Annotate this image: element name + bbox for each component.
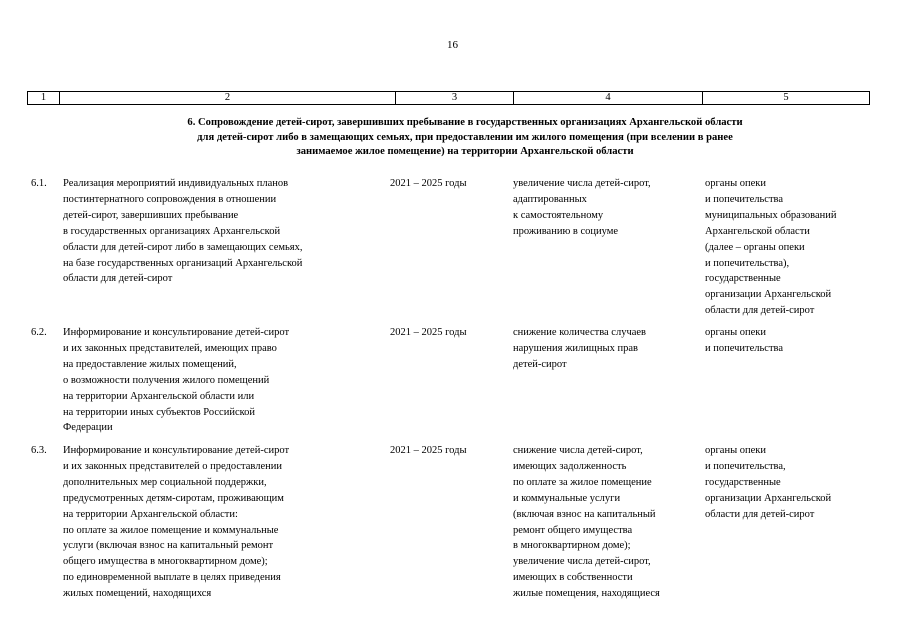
description-line: в государственных организациях Архангельской: [63, 225, 281, 237]
executor-line: Архангельской области: [705, 225, 810, 237]
executor-line: и попечительства),: [705, 257, 790, 269]
description-line: по единовременной выплате в целях приведения: [63, 572, 281, 584]
executor-line: органы опеки: [705, 327, 767, 338]
row-description: [63, 325, 368, 436]
description-line: предусмотренных детям-сиротам, проживающим: [63, 492, 284, 504]
description-line: дополнительных мер социальной поддержки,: [63, 476, 267, 488]
executor-line: органы опеки: [705, 445, 767, 456]
result-line: снижение количества случаев: [513, 327, 647, 338]
row-period: 2021 – 2025 годы: [390, 445, 467, 456]
executor-line: государственные: [705, 476, 781, 488]
column-number-header: [27, 91, 870, 105]
executor-line: организации Архангельской: [705, 492, 832, 504]
description-line: на базе государственных организаций Архангельской: [63, 257, 303, 269]
row-period: 2021 – 2025 годы: [390, 327, 467, 338]
description-line: Информирование и консультирование детей-сирот: [63, 445, 290, 456]
result-line: детей-сирот: [513, 358, 567, 370]
row-result: [513, 443, 701, 602]
description-line: и их законных представителей о предоставлении: [63, 460, 283, 472]
result-line: имеющих в собственности: [513, 572, 633, 584]
section-title-line: занимаемое жилое помещение) на территории Архангельской области: [296, 146, 634, 158]
description-line: по оплате за жилое помещение и коммунальные: [63, 524, 279, 536]
executor-line: и попечительства,: [705, 460, 786, 472]
column-number-5: 5: [783, 92, 789, 103]
row-number: 6.3.: [31, 445, 47, 456]
executor-line: области для детей-сирот: [705, 508, 815, 520]
column-number-1: 1: [40, 92, 47, 103]
executor-line: организации Архангельской: [705, 289, 832, 301]
result-line: (включая взнос на капитальный: [513, 508, 656, 520]
column-number-2: 2: [224, 92, 231, 103]
result-line: увеличение числа детей-сирот,: [513, 556, 651, 568]
description-line: на территории иных субъектов Российской: [63, 406, 256, 418]
executor-line: государственные: [705, 273, 781, 285]
row-result: [513, 176, 701, 240]
result-line: по оплате за жилое помещение: [513, 476, 652, 488]
row-result: [513, 325, 701, 373]
description-line: общего имущества в многоквартирном доме);: [63, 556, 268, 568]
result-line: ремонт общего имущества: [513, 524, 633, 536]
row-executors: [705, 176, 875, 319]
result-line: к самостоятельному: [513, 209, 604, 221]
description-line: на предоставление жилых помещений,: [63, 358, 237, 370]
row-number: 6.2.: [31, 327, 47, 338]
description-line: на территории Архангельской области:: [63, 508, 238, 520]
row-period: 2021 – 2025 годы: [390, 178, 467, 189]
description-line: постинтернатного сопровождения в отношении: [63, 193, 277, 205]
section-title-line: для детей-сирот либо в замещающих семьях, при предоставлении им жилого помещения (при вселении в ранее: [197, 131, 733, 143]
row-description: [63, 443, 368, 602]
row-executors: [705, 325, 875, 357]
result-line: увеличение числа детей-сирот,: [513, 178, 651, 189]
description-line: о возможности получения жилого помещений: [63, 374, 270, 386]
result-line: снижение числа детей-сирот,: [513, 445, 643, 456]
result-line: жилые помещения, находящиеся: [513, 588, 660, 600]
row-executors: [705, 443, 875, 523]
description-line: Федерации: [63, 422, 113, 434]
result-line: нарушения жилищных прав: [513, 342, 638, 354]
result-line: имеющих задолженность: [513, 460, 627, 472]
result-line: проживанию в социуме: [513, 225, 619, 237]
description-line: и их законных представителей, имеющих право: [63, 342, 277, 354]
result-line: в многоквартирном доме);: [513, 540, 631, 552]
executor-line: области для детей-сирот: [705, 305, 815, 317]
row-number: 6.1.: [31, 178, 47, 189]
description-line: области для детей-сирот либо в замещающих семьях,: [63, 241, 303, 253]
description-line: на территории Архангельской области или: [63, 390, 255, 402]
result-line: адаптированных: [513, 193, 587, 205]
description-line: Реализация мероприятий индивидуальных планов: [63, 178, 289, 189]
executor-line: и попечительства: [705, 342, 784, 354]
description-line: услуги (включая взнос на капитальный ремонт: [63, 540, 274, 552]
executor-line: муниципальных образований: [705, 209, 837, 221]
page-number: 16: [447, 39, 458, 51]
section-title-line: 6. Сопровождение детей-сирот, завершивших пребывание в государственных организациях Архангельской области: [187, 117, 743, 128]
description-line: жилых помещений, находящихся: [63, 588, 212, 600]
description-line: области для детей-сирот: [63, 273, 173, 285]
description-line: детей-сирот, завершивших пребывание: [63, 209, 239, 221]
section-title: [60, 116, 870, 160]
column-number-3: 3: [451, 92, 458, 103]
executor-line: (далее – органы опеки: [705, 241, 805, 253]
executor-line: органы опеки: [705, 178, 767, 189]
executor-line: и попечительства: [705, 193, 784, 205]
column-number-4: 4: [605, 92, 611, 103]
result-line: и коммунальные услуги: [513, 492, 621, 504]
row-description: [63, 176, 368, 287]
description-line: Информирование и консультирование детей-сирот: [63, 327, 290, 338]
